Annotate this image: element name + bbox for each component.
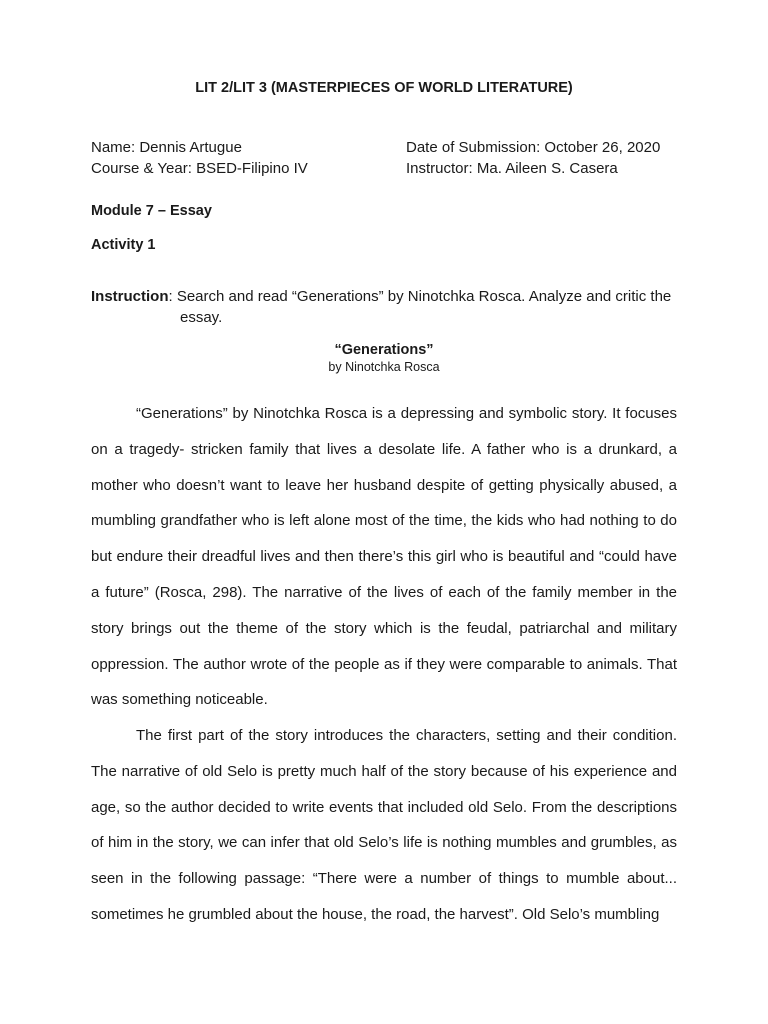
essay-paragraph-2: The first part of the story introduces the characters, setting and their condition. The narrative of old Selo is pretty much half of the story because of his experience and age, so the author decided to write events that included old Selo. From the descriptions of him in the story, we can infer that old Selo’s life is nothing mumbles and grumbles, as seen in the following passage: “There were a number of things to mumble about... sometimes he grumbled about the house, the road, the harvest”. Old Selo’s mumbling: [91, 727, 677, 923]
essay-author: by Ninotchka Rosca: [328, 360, 440, 374]
instruction-text: : Search and read “Generations” by Ninotchka Rosca. Analyze and critic the: [168, 288, 672, 305]
activity-heading: Activity 1: [91, 237, 156, 253]
instruction-continued: essay.: [180, 309, 223, 326]
module-heading: Module 7 – Essay: [91, 203, 212, 219]
instruction-label: Instruction: [91, 288, 169, 305]
submission-date: Date of Submission: October 26, 2020: [406, 139, 661, 156]
instruction-line: [91, 288, 671, 305]
document-title: LIT 2/LIT 3 (MASTERPIECES OF WORLD LITERATURE): [195, 80, 573, 96]
course-year: Course & Year: BSED-Filipino IV: [91, 160, 308, 177]
student-name: Name: Dennis Artugue: [91, 139, 242, 156]
essay-title: “Generations”: [334, 342, 434, 358]
instructor-name: Instructor: Ma. Aileen S. Casera: [406, 160, 618, 177]
essay-paragraph-1: “Generations” by Ninotchka Rosca is a depressing and symbolic story. It focuses on a tragedy- stricken family that lives a desolate life. A father who is a drunkard, a mother who doesn’t want to leave her husband despite of getting physically abused, a mumbling grandfather who is left alone most of the time, the kids who had nothing to do but endure their dreadful lives and then there’s this girl who is beautiful and “could have a future” (Rosca, 298). The narrative of the lives of each of the family member in the story brings out the theme of the story which is the feudal, patriarchal and military oppression. The author wrote of the people as if they were comparable to animals. That was something noticeable.: [91, 405, 677, 709]
